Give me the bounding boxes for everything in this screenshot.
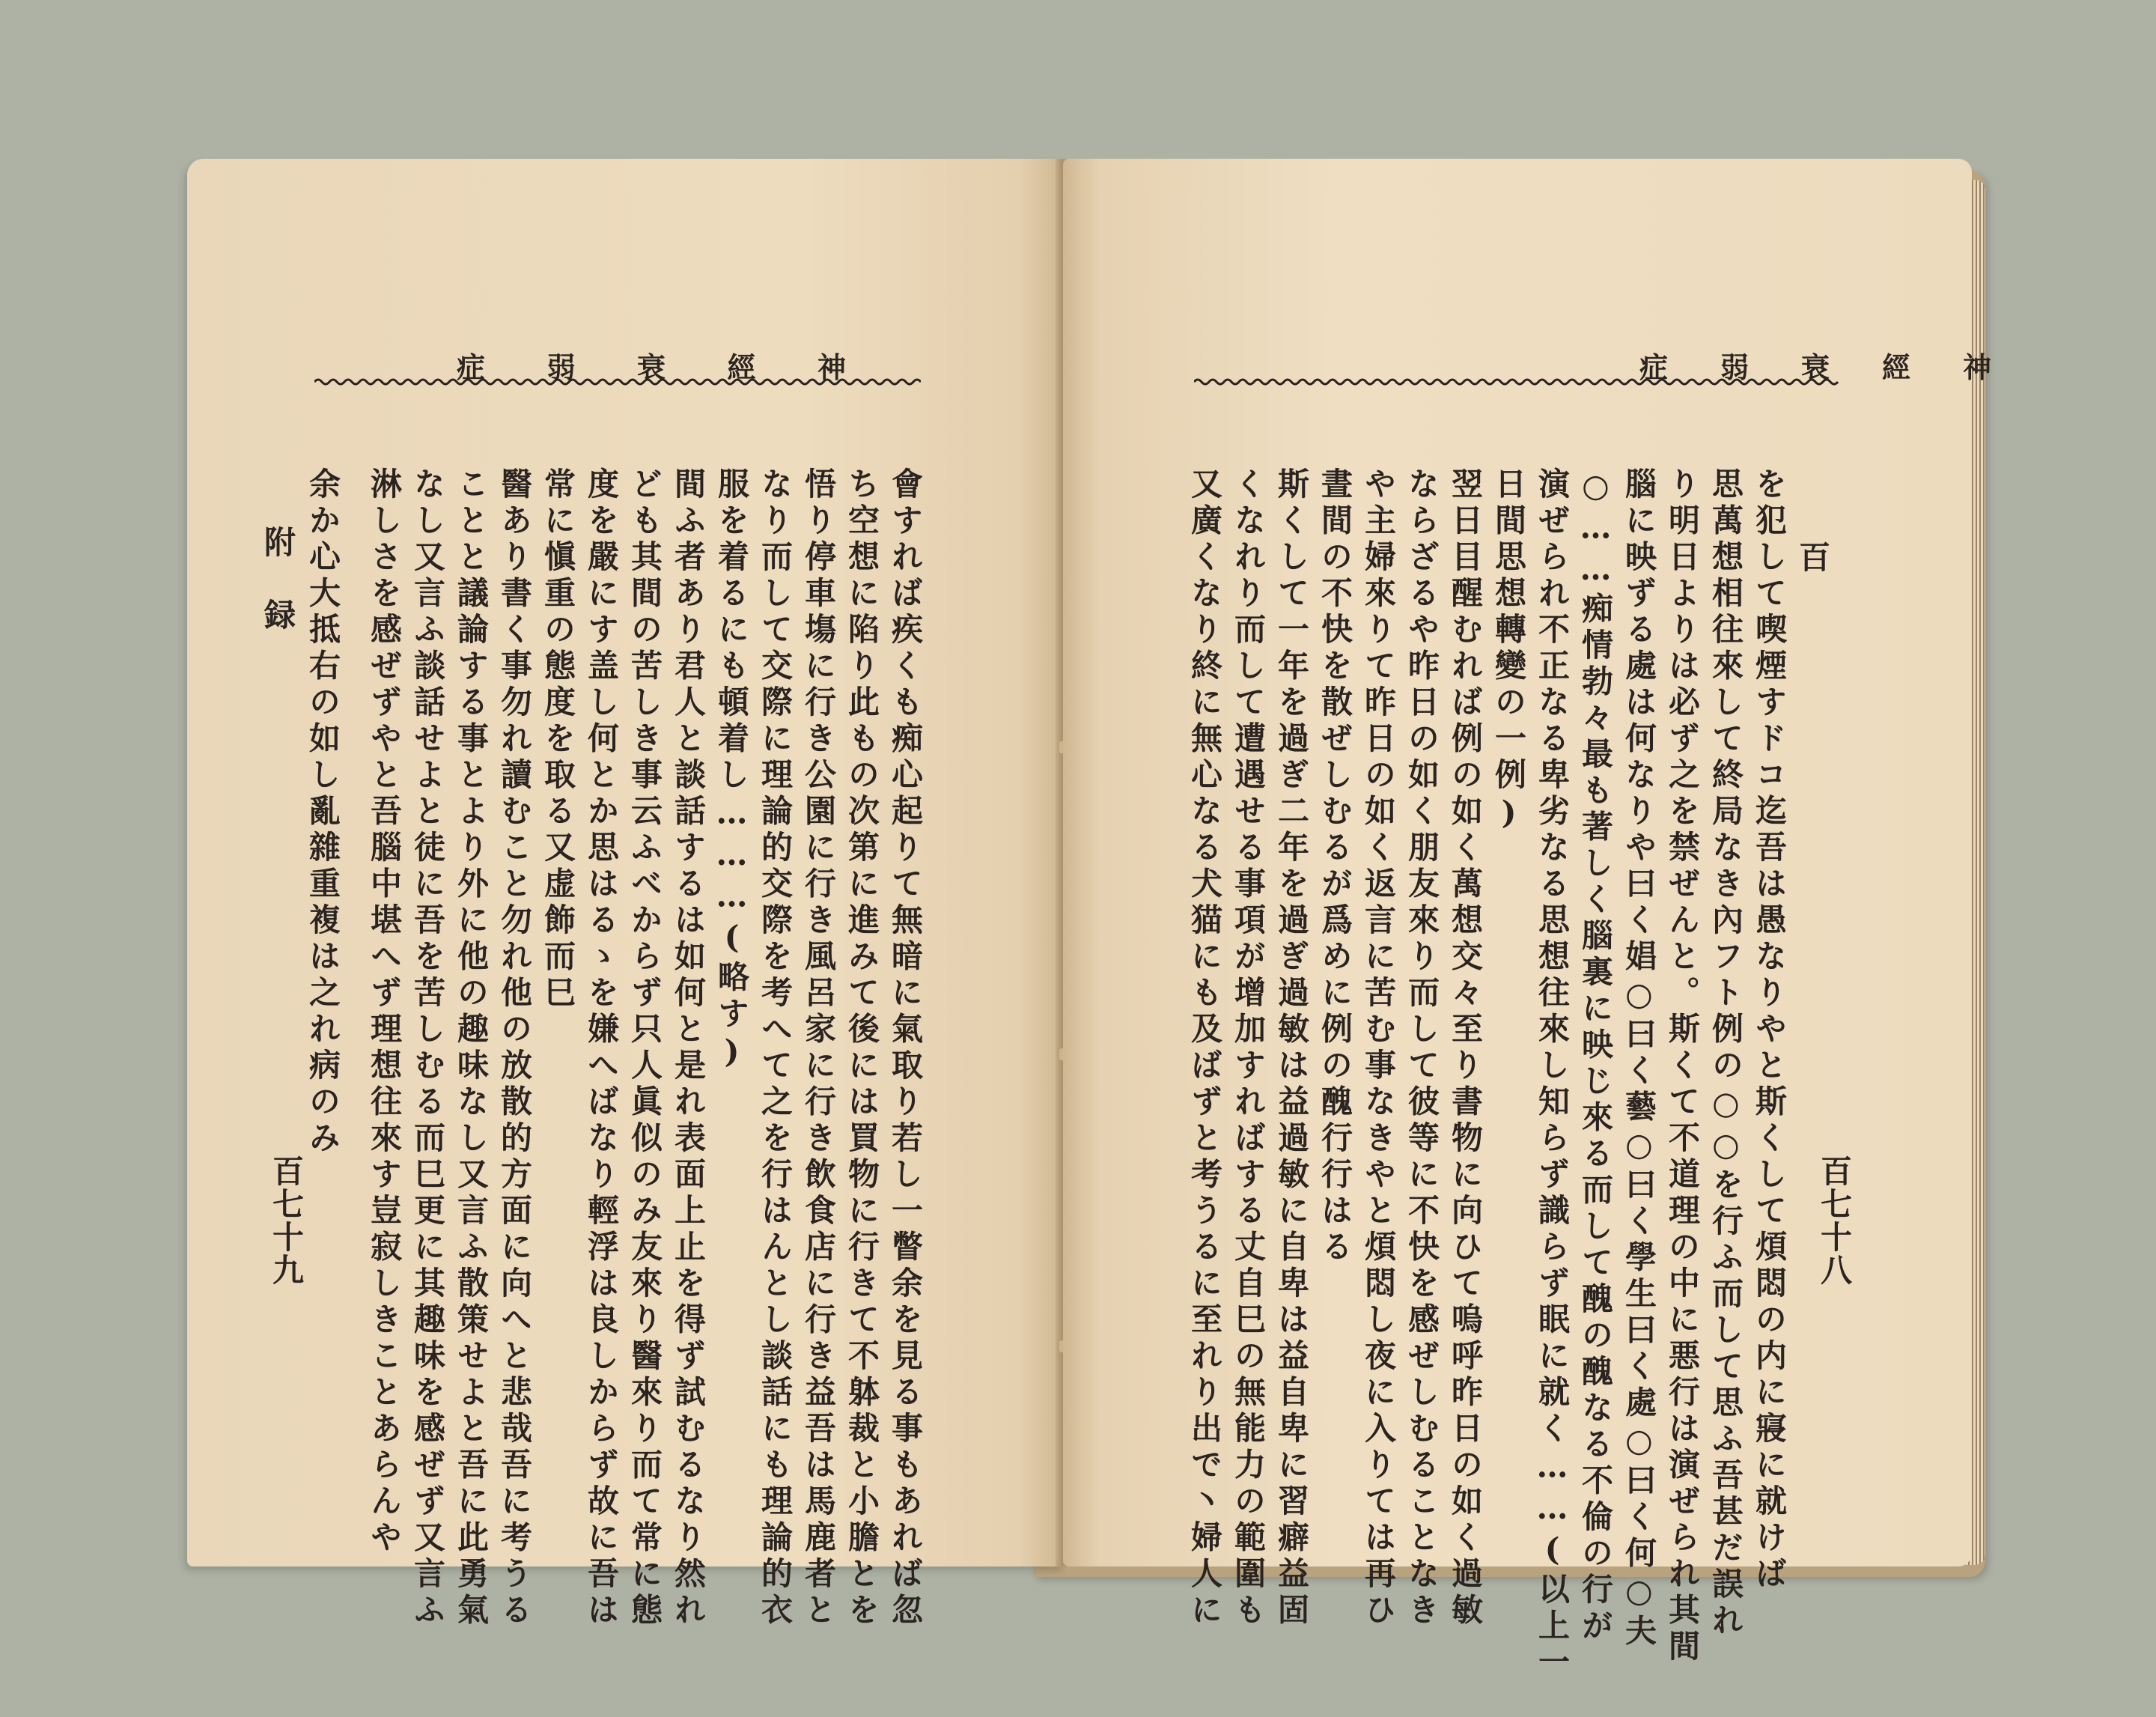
running-head-char: 神 (817, 350, 846, 384)
text-column: ち空想に陷り此もの次第に進みて後には買物に行きて不躰裁と小膽とを (844, 467, 880, 1629)
running-head-char: 症 (457, 350, 486, 384)
text-column: り明日よりは必ず之を禁ぜんと。斯くて不道理の中に悪行は演ぜられ其間 (1664, 467, 1701, 1666)
text-column: 晝間の不快を散ぜしむるが爲めに例の醜行行はる (1317, 467, 1353, 1266)
text-column: を犯して喫煙すドコ迄吾は愚なりやと斯くして煩悶の内に寢に就けば (1751, 467, 1788, 1593)
appendix-label: 附 録 (260, 526, 296, 635)
text-column: くなれり而して遭遇せる事項が增加すればする丈自巳の無能力の範圍も (1230, 467, 1267, 1629)
text-column: ども其間の苦しき事云ふべからず只人眞似のみ友來り醫來り而て常に態 (627, 467, 663, 1629)
running-head-char: 衰 (636, 350, 666, 384)
running-head-char: 神 (1962, 350, 1991, 384)
text-column: や主婦來りて昨日の如く返言に苦む事なきやと煩悶し夜に入りては再ひ (1360, 467, 1397, 1629)
page-number: 百七十九 (268, 1155, 305, 1286)
right-page (1063, 159, 1991, 1682)
text-column: ならざるや昨日の如く朋友來り而して彼等に不快を感ぜしむることなき (1404, 467, 1440, 1629)
text-column: ○……痴情勃々最も著しく腦裏に映じ來る而して醜の醜なる不倫の行が (1577, 467, 1614, 1645)
text-column: 百 (1794, 541, 1831, 577)
wavy-rule (1194, 376, 1842, 388)
running-head-char: 弱 (546, 350, 576, 384)
running-head-char: 症 (1639, 350, 1669, 384)
text-column: 會すれば疾くも痴心起りて無暗に氣取り若し一瞥余を見る事もあれば忽 (887, 467, 924, 1629)
text-column: 淋しさを感ぜずやと吾腦中堪へず理想往來す豈寂しきことあらんや (366, 467, 403, 1557)
running-head-char: 經 (727, 350, 756, 384)
text-column: 悟り停車塲に行き公園に行き風呂家に行き飲食店に行き益吾は馬鹿者と (800, 467, 837, 1629)
text-column: 余か心大抵右の如し亂雜重複は之れ病のみ (305, 467, 341, 1158)
text-column: 斯くして一年を過ぎ二年を過ぎ過敏は益過敏に自卑は益自卑に習癖益固 (1273, 467, 1310, 1629)
running-head-char: 經 (1881, 350, 1910, 384)
text-column: 日間思想轉變の一例) (1490, 467, 1527, 836)
text-column: 醫あり書く事勿れ讀むこと勿れ他の放散的方面に向へと悲哉吾に考うる (496, 467, 533, 1629)
left-running-head (457, 344, 846, 397)
text-column: 思萬想相往來して終局なき內フト例の○○を行ふ而して思ふ吾甚だ誤れ (1708, 467, 1744, 1640)
text-column: なり而して交際に理論的交際を考へて之を行はんとし談話にも理論的衣 (757, 467, 794, 1629)
left-page (187, 159, 1065, 1629)
text-column: 常に愼重の態度を取る又虚飾而巳 (540, 467, 576, 1012)
text-column: 演ぜられ不正なる卑劣なる思想往來し知らず識らず眠に就く……(以上一 (1534, 467, 1571, 1682)
text-column: ことと議論する事とより外に他の趣味なし又言ふ散策せよと吾に此勇氣 (453, 467, 490, 1629)
right-running-head (1639, 344, 1991, 397)
text-column: 間ふ者あり君人と談話するは如何と是れ表面上止を得ず試むるなり然れ (670, 467, 707, 1629)
text-column: 又廣くなり終に無心なる犬猫にも及ばずと考うるに至れり出で丶婦人に (1187, 467, 1223, 1629)
text-column: 度を嚴にす盖し何とか思はるゝを嫌へばなり輕浮は良しからず故に吾は (583, 467, 620, 1629)
text-column: 腦に映ずる處は何なりや曰く娼○曰く藝○曰く學生曰く處○曰く何○夫 (1621, 467, 1657, 1650)
text-column: 服を着るにも頓着し………(略す) (713, 467, 750, 1075)
page-number: 百七十八 (1816, 1155, 1853, 1286)
text-column: なし又言ふ談話せよと徒に吾を苦しむる而巳更に其趣味を感ぜず又言ふ (409, 467, 446, 1629)
running-head-char: 衰 (1800, 350, 1830, 384)
running-head-char: 弱 (1720, 350, 1749, 384)
text-column: 翌日目醒むれば例の如く萬想交々至り書物に向ひて嗚呼昨日の如く過敏 (1447, 467, 1484, 1629)
wavy-rule (314, 376, 921, 388)
